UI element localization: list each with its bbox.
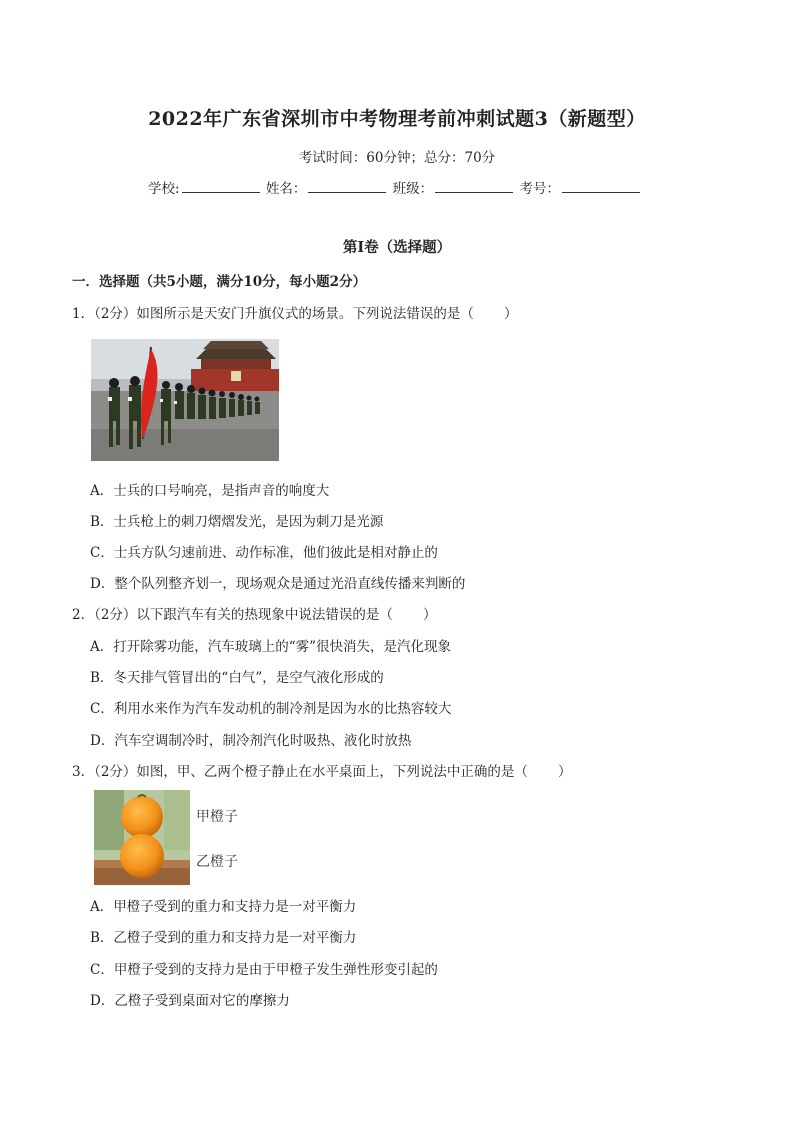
name-blank[interactable] — [308, 178, 386, 193]
question-1-option-b[interactable]: B．士兵枪上的刺刀熠熠发光，是因为刺刀是光源 — [90, 514, 384, 530]
exam-number-blank[interactable] — [562, 178, 640, 193]
class-label: 班级： — [392, 181, 434, 197]
name-label: 姓名： — [265, 181, 307, 197]
flag-ceremony-photo — [91, 339, 279, 461]
exam-number-label: 考号： — [519, 181, 560, 197]
question-3-option-c[interactable]: C．甲橙子受到的支持力是由于甲橙子发生弹性形变引起的 — [90, 962, 438, 978]
school-label: 学校: — [148, 181, 180, 197]
question-1-stem — [72, 302, 517, 322]
question-1-option-c[interactable]: C．士兵方队匀速前进、动作标准，他们彼此是相对静止的 — [90, 545, 438, 561]
question-2-paren-close: ） — [422, 607, 437, 623]
school-blank[interactable] — [182, 178, 260, 193]
question-1-paren-close: ） — [503, 306, 518, 322]
question-2-option-b[interactable]: B．冬天排气管冒出的“白气”，是空气液化形成的 — [90, 670, 384, 686]
part-title: 第Ⅰ卷（选择题） — [342, 239, 452, 256]
question-1-option-a[interactable]: A．士兵的口号响亮，是指声音的响度大 — [90, 483, 330, 499]
top-orange-label: 甲橙子 — [196, 809, 238, 825]
question-3-text: 3．（2分）如图，甲、乙两个橙子静止在水平桌面上，下列说法中正确的是（ — [72, 764, 528, 780]
student-info-line — [148, 177, 642, 197]
class-blank[interactable] — [435, 178, 513, 193]
oranges-photo — [94, 790, 190, 885]
question-2-option-c[interactable]: C．利用水来作为汽车发动机的制冷剂是因为水的比热容较大 — [90, 701, 452, 717]
exam-meta: 考试时间：60分钟；总分：70分 — [298, 150, 496, 166]
question-2-option-a[interactable]: A．打开除雾功能，汽车玻璃上的“雾”很快消失，是汽化现象 — [90, 639, 452, 655]
question-2-stem — [72, 603, 436, 623]
question-3-paren-close: ） — [557, 764, 572, 780]
question-3-option-b[interactable]: B．乙橙子受到的重力和支持力是一对平衡力 — [90, 930, 357, 946]
question-1-text: 1．（2分）如图所示是天安门升旗仪式的场景。下列说法错误的是（ — [72, 306, 474, 322]
question-3-option-a[interactable]: A．甲橙子受到的重力和支持力是一对平衡力 — [90, 899, 357, 915]
exam-title: 2022年广东省深圳市中考物理考前冲刺试题3（新题型） — [148, 108, 646, 130]
question-1-option-d[interactable]: D．整个队列整齐划一，现场观众是通过光沿直线传播来判断的 — [90, 576, 466, 592]
question-2-text: 2．（2分）以下跟汽车有关的热现象中说法错误的是（ — [72, 607, 393, 623]
question-3-stem — [72, 760, 571, 780]
bottom-orange-label: 乙橙子 — [196, 854, 238, 870]
question-2-option-d[interactable]: D．汽车空调制冷时，制冷剂汽化时吸热、液化时放热 — [90, 733, 412, 749]
section-title: 一．选择题（共5小题，满分10分，每小题2分） — [72, 274, 367, 290]
question-3-option-d[interactable]: D．乙橙子受到桌面对它的摩擦力 — [90, 993, 290, 1009]
